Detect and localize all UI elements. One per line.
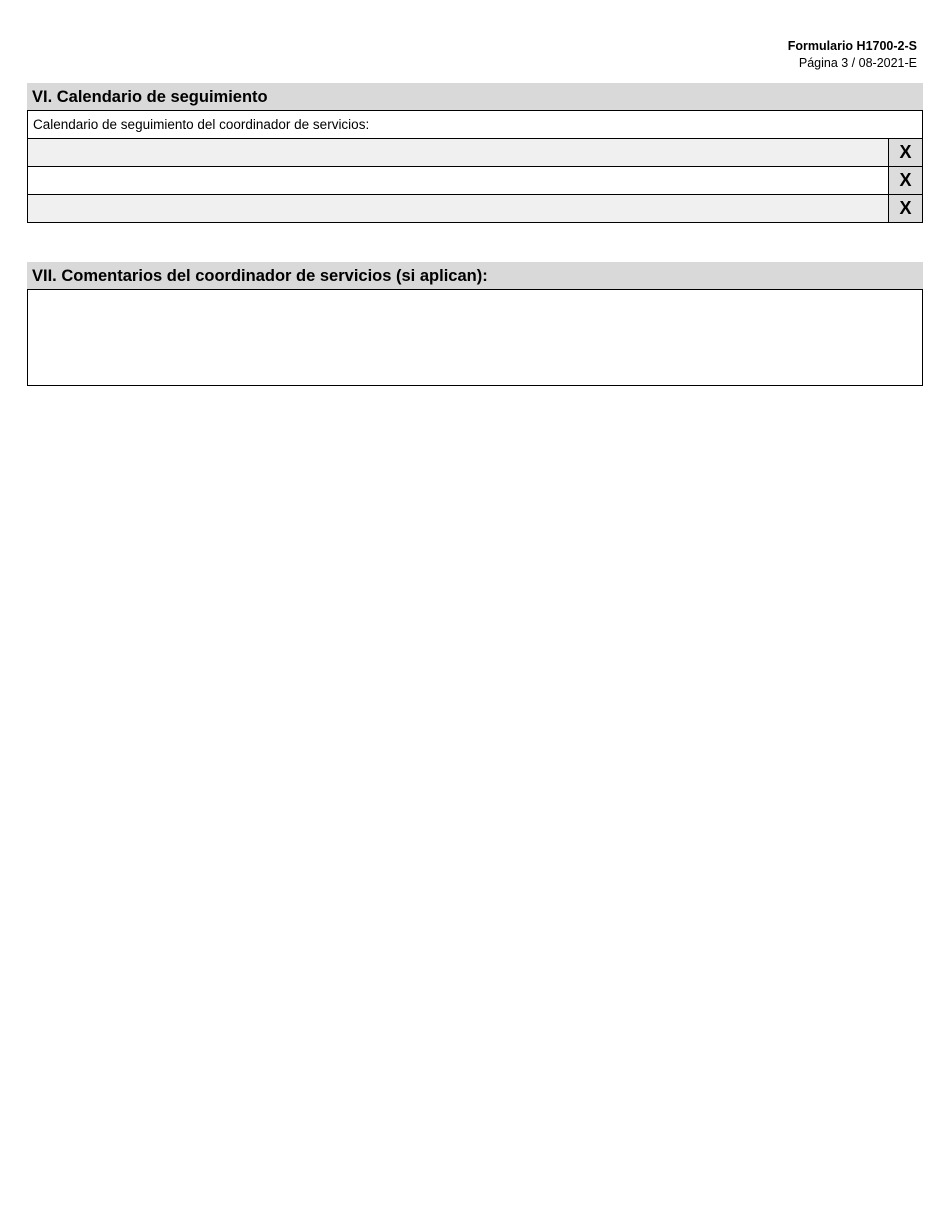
section-title: VI. Calendario de seguimiento xyxy=(27,83,923,111)
clear-button-3[interactable]: X xyxy=(888,195,922,222)
schedule-table xyxy=(27,111,923,223)
schedule-row xyxy=(28,167,922,195)
form-header xyxy=(788,38,917,72)
page-info: Página 3 / 08-2021-E xyxy=(798,56,917,70)
section-coordinator-comments xyxy=(27,262,923,386)
comments-textarea[interactable] xyxy=(28,290,922,385)
schedule-row xyxy=(28,195,922,223)
schedule-row xyxy=(28,139,922,167)
schedule-label: Calendario de seguimiento del coordinador de servicios: xyxy=(28,111,922,139)
clear-button-2[interactable]: X xyxy=(888,167,922,194)
schedule-field-1[interactable] xyxy=(28,139,888,166)
section-title: VII. Comentarios del coordinador de servicios (si aplican): xyxy=(27,262,923,290)
schedule-field-2[interactable] xyxy=(28,167,888,194)
comments-box xyxy=(27,290,923,386)
clear-button-1[interactable]: X xyxy=(888,139,922,166)
form-id: Formulario H1700-2-S xyxy=(787,39,917,53)
schedule-field-3[interactable] xyxy=(28,195,888,222)
section-follow-up-schedule xyxy=(27,83,923,223)
